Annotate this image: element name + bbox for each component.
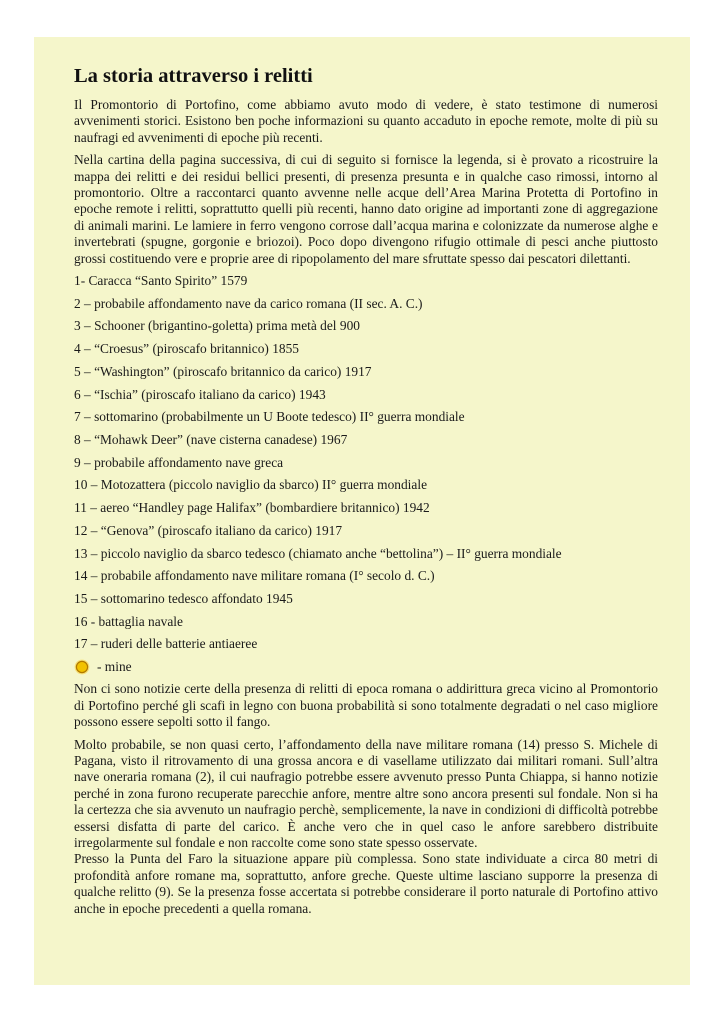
wreck-legend (74, 273, 658, 653)
mine-icon (74, 659, 90, 675)
body-paragraph-1: Non ci sono notizie certe della presenza di relitti di epoca romana o addirittura greca vicino al Promontorio di Portofino perché gli scafi in legno con buona probabilità si sono totalmente degradati o nel caso migliore possono essere sepolti sotto il fango. (74, 681, 658, 730)
page-title: La storia attraverso i relitti (74, 65, 313, 87)
body-paragraph-3: Presso la Punta del Faro la situazione appare più complessa. Sono state individuate a circa 80 metri di profondità anfore romane ma, soprattutto, anfore greche. Queste ultime lasciano supporre la presenza di qualche relitto (9). Se la presenza fosse accertata si potrebbe considerare il porto naturale di Portofino attivo anche in epoche precedenti a quella romana. (74, 851, 658, 916)
legend-item: 5 – “Washington” (piroscafo britannico da carico) 1917 (74, 363, 372, 379)
legend-item: 11 – aereo “Handley page Halifax” (bombardiere britannico) 1942 (74, 500, 430, 516)
intro-paragraph-1: Il Promontorio di Portofino, come abbiamo avuto modo di vedere, è stato testimone di numerosi avvenimenti storici. Esistono ben poche informazioni su quanto accaduto in epoche remote, molte di più su naufragi ed avvenimenti di epoche più recenti. (74, 97, 658, 145)
legend-item: 2 – probabile affondamento nave da carico romana (II sec. A. C.) (74, 295, 423, 311)
legend-item: 8 – “Mohawk Deer” (nave cisterna canadese) 1967 (74, 431, 348, 447)
legend-item: 3 – Schooner (brigantino-goletta) prima metà del 900 (74, 318, 360, 334)
legend-item: 4 – “Croesus” (piroscafo britannico) 1855 (74, 341, 299, 357)
legend-item: 6 – “Ischia” (piroscafo italiano da carico) 1943 (74, 386, 326, 402)
legend-item: 1- Caracca “Santo Spirito” 1579 (74, 273, 248, 289)
legend-item: 13 – piccolo naviglio da sbarco tedesco (chiamato anche “bettolina”) – II° guerra mondiale (74, 545, 562, 561)
body-paragraph-2: Molto probabile, se non quasi certo, l’affondamento della nave militare romana (14) presso S. Michele di Pagana, visto il ritrovamento di una grossa ancora e di vasellame utilizzato dai militari romani. Sull’altra nave oneraria romana (2), il cui naufragio potrebbe essere avvenuto presso Punta Chiappa, si hanno notizie perché in zona furono recuperate parecchie anfore, mentre altre sono ancora presenti sul fondale. Non si ha la certezza che sia avvenuto un naufragio perchè, semplicemente, la nave in condizioni di difficoltà potrebbe essersi disfatta di parte del carico. È anche vero che in quel caso le anfore sarebbero distribuite irregolarmente sul fondale e non raccolte come sono state spesso osservate. (74, 736, 658, 851)
legend-item: 12 – “Genova” (piroscafo italiano da carico) 1917 (74, 522, 343, 538)
legend-item: 17 – ruderi delle batterie antiaeree (74, 636, 258, 652)
legend-item: 10 – Motozattera (piccolo naviglio da sbarco) II° guerra mondiale (74, 477, 428, 493)
legend-item: 9 – probabile affondamento nave greca (74, 454, 284, 470)
legend-item: 15 – sottomarino tedesco affondato 1945 (74, 590, 293, 606)
legend-item: 7 – sottomarino (probabilmente un U Boote tedesco) II° guerra mondiale (74, 409, 465, 425)
intro-paragraph-2: Nella cartina della pagina successiva, di cui di seguito si fornisce la legenda, si è provato a ricostruire la mappa dei relitti e dei residui bellici presenti, di presenza presunta e in qualche caso rimossi, intorno al promontorio. Oltre a raccontarci quanto avvenne nelle acque dell’Area Marina Protetta di Portofino in epoche remote i relitti, soprattutto quelli più recenti, hanno dato origine ad importanti zone di aggregazione di animali marini. Le lamiere in ferro vengono corrose dall’acqua marina e colonizzate da numerose alghe e invertebrati (spugne, gorgonie e briozoi). Poco dopo divengono rifugio ottimale di pesci anche piuttosto grossi costituendo vere e proprie aree di ripopolamento del mare sfruttate spesso dai pescatori dilettanti. (74, 152, 658, 266)
page-panel (34, 37, 690, 985)
legend-item-mine (74, 659, 658, 675)
legend-item: 16 - battaglia navale (74, 613, 183, 629)
article (74, 63, 658, 923)
legend-item: 14 – probabile affondamento nave militare romana (I° secolo d. C.) (74, 568, 435, 584)
mine-label: - mine (97, 659, 132, 675)
